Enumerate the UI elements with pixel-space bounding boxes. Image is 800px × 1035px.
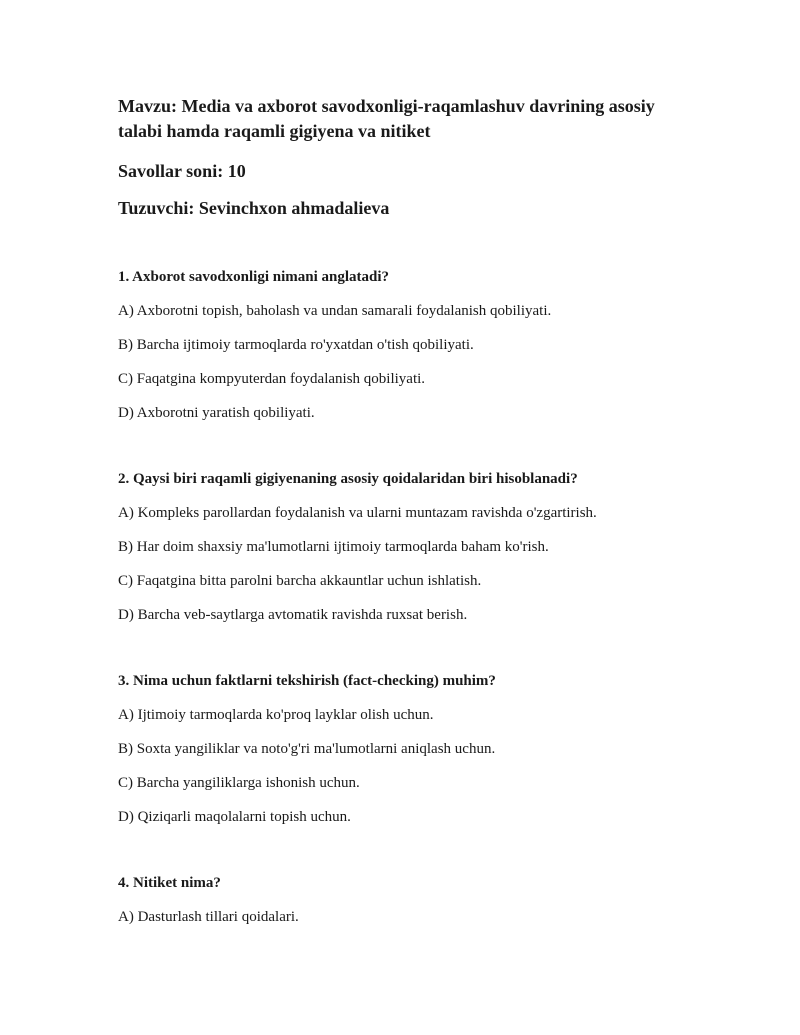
answer-option: D) Axborotni yaratish qobiliyati. <box>118 405 315 421</box>
answer-option: D) Qiziqarli maqolalarni topish uchun. <box>118 809 351 825</box>
question-block <box>118 672 718 826</box>
author-line: Tuzuvchi: Sevinchxon ahmadalieva <box>118 198 390 218</box>
question-block <box>118 268 718 422</box>
answer-option: A) Axborotni topish, baholash va undan samarali foydalanish qobiliyati. <box>118 303 552 319</box>
question-block <box>118 470 718 624</box>
question-text: 2. Qaysi biri raqamli gigiyenaning asosiy qoidalaridan biri hisoblanadi? <box>118 471 578 487</box>
document-page <box>118 94 718 974</box>
question-count: Savollar soni: 10 <box>118 161 246 181</box>
answer-option: C) Faqatgina kompyuterdan foydalanish qobiliyati. <box>118 371 426 387</box>
question-list <box>118 268 718 926</box>
answer-option: A) Dasturlash tillari qoidalari. <box>118 909 299 925</box>
answer-option: B) Soxta yangiliklar va noto'g'ri ma'lumotlarni aniqlash uchun. <box>118 741 496 757</box>
answer-option: C) Faqatgina bitta parolni barcha akkauntlar uchun ishlatish. <box>118 573 482 589</box>
question-text: 4. Nitiket nima? <box>118 875 221 891</box>
answer-option: B) Har doim shaxsiy ma'lumotlarni ijtimoiy tarmoqlarda baham ko'rish. <box>118 539 549 555</box>
answer-option: C) Barcha yangiliklarga ishonish uchun. <box>118 775 360 791</box>
question-text: 3. Nima uchun faktlarni tekshirish (fact-checking) muhim? <box>118 673 496 689</box>
answer-option: A) Kompleks parollardan foydalanish va ularni muntazam ravishda o'zgartirish. <box>118 505 597 521</box>
question-text: 1. Axborot savodxonligi nimani anglatadi? <box>118 269 390 285</box>
answer-option: B) Barcha ijtimoiy tarmoqlarda ro'yxatdan o'tish qobiliyati. <box>118 337 474 353</box>
answer-option: A) Ijtimoiy tarmoqlarda ko'proq layklar olish uchun. <box>118 707 434 723</box>
question-block <box>118 874 718 926</box>
topic-title: Mavzu: Media va axborot savodxonligi-raqamlashuv davrining asosiy talabi hamda raqamli gigiyena va nitiket <box>118 96 655 141</box>
answer-option: D) Barcha veb-saytlarga avtomatik ravishda ruxsat berish. <box>118 607 468 623</box>
